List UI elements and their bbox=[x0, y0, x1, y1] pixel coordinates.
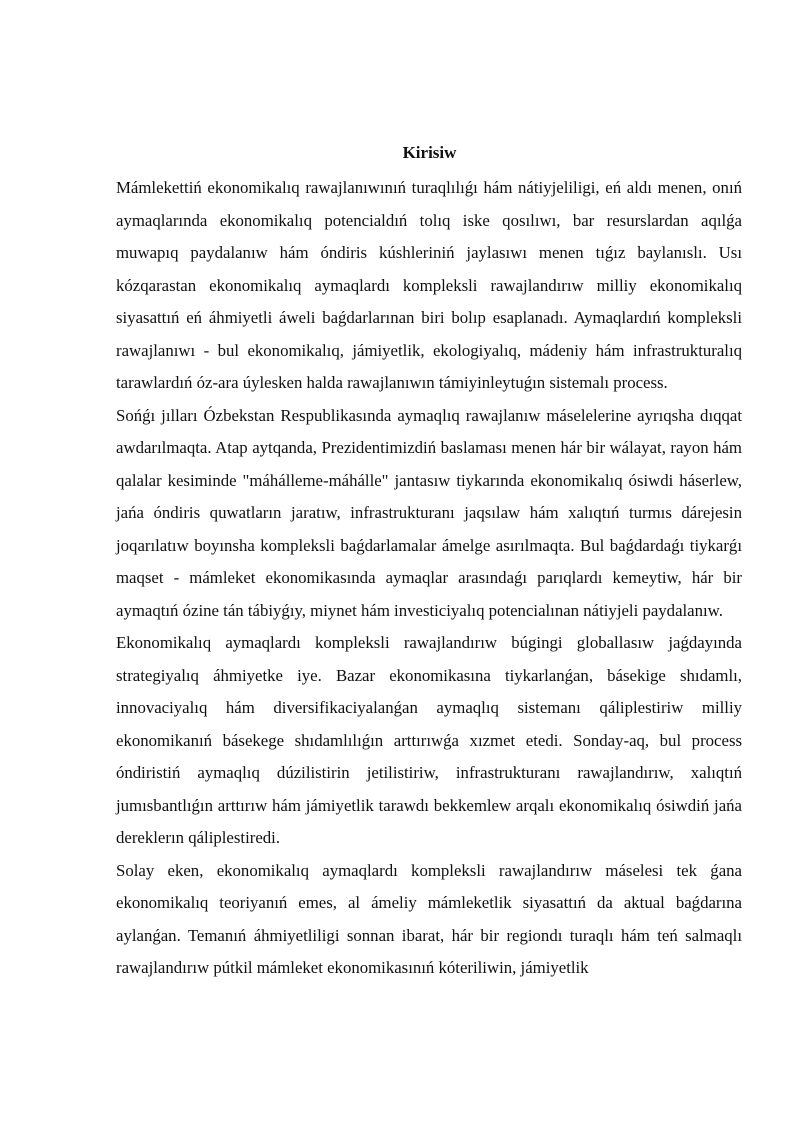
paragraph-1: Mámlekettiń ekonomikalıq rawajlanıwınıń turaqlılıǵı hám nátiyjeliligi, eń aldı menen, onıń aymaqlarında ekonomikalıq potencialdıń tolıq iske qosılıwı, bar resurslardan aqılǵa muwapıq paydalanıw hám óndiris kúshleriniń jaylasıwı menen tıǵız baylanıslı. Usı kózqarastan ekonomikalıq aymaqlardı kompleksli rawajlandırıw milliy ekonomikalıq siyasattıń eń áhmiyetli áweli baǵdarlarınan biri bolıp esaplanadı. Aymaqlardıń kompleksli rawajlanıwı - bul ekonomikalıq, jámiyetlik, ekologiyalıq, mádeniy hám infrastrukturalıq tarawlardıń óz-ara úylesken halda rawajlanıwın támiyinleytuǵın sistemalı process. bbox=[116, 178, 742, 392]
paragraph-4: Solay eken, ekonomikalıq aymaqlardı kompleksli rawajlandırıw máselesi tek ǵana ekonomikalıq teoriyanıń emes, al ámeliy mámleketlik siyasattıń da aktual baǵdarına aylanǵan. Temanıń áhmiyetliligi sonnan ibarat, hár bir regiondı turaqlı hám teń salmaqlı rawajlandırıw pútkil mámleket ekonomikasınıń kóteriliwin, jámiyetlik bbox=[116, 860, 742, 977]
document-title: Kirisiw bbox=[402, 143, 457, 162]
document-body bbox=[116, 172, 742, 985]
paragraph-2: Sońǵı jılları Ózbekstan Respublikasında aymaqlıq rawajlanıw máselelerine ayrıqsha dıqqat awdarılmaqta. Atap aytqanda, Prezidentimizdiń baslaması menen hár bir wálayat, rayon hám qalalar kesiminde "máhálleme-máhálle" jantasıw tiykarında ekonomikalıq ósiwdi háserlew, jańa óndiris quwatların jaratıw, infrastrukturanı jaqsılaw hám xalıqtıń turmıs dárejesin joqarılatıw boyınsha kompleksli baǵdarlamalar ámelge asırılmaqta. Bul baǵdardaǵı tiykarǵı maqset - mámleket ekonomikasında aymaqlar arasındaǵı parıqlardı kemeytiw, hár bir aymaqtıń ózine tán tábiyǵıy, miynet hám investiciyalıq potencialınan nátiyjeli paydalanıw. bbox=[116, 405, 742, 620]
paragraph-3: Ekonomikalıq aymaqlardı kompleksli rawajlandırıw búgingi globallasıw jaǵdayında strategiyalıq áhmiyetke iye. Bazar ekonomikasına tiykarlanǵan, básekige shıdamlı, innovaciyalıq hám diversifikaciyalanǵan aymaqlıq sistemanı qáliplestiriw milliy ekonomikanıń básekege shıdamlılıǵın arttırıwǵa xızmet etedi. Sonday-aq, bul process óndiristiń aymaqlıq dúzilistirin jetilistiriw, infrastrukturanı rawajlandırıw, xalıqtıń jumısbantlıǵın arttırıw hám jámiyetlik tarawdı bekkemlew arqalı ekonomikalıq ósiwdiń jańa dereklerın qáliplestiredi. bbox=[116, 633, 742, 847]
